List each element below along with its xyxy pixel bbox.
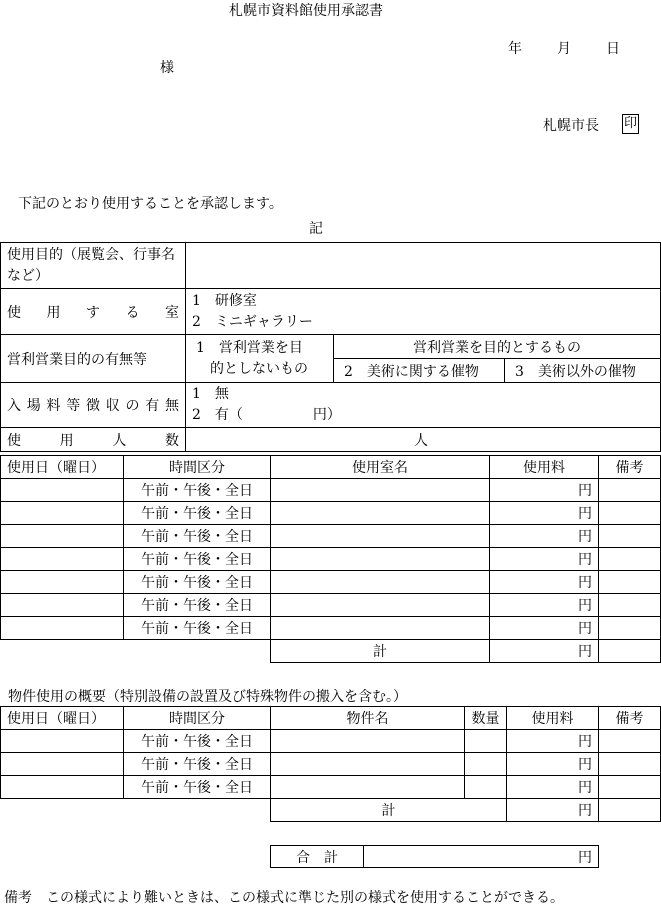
item-notes-cell[interactable] (599, 730, 661, 753)
profit-option-1-line1: 1 営利営業を目 (196, 339, 303, 356)
usage-date-cell[interactable] (1, 502, 124, 525)
item-fee-cell[interactable]: 円 (507, 753, 599, 776)
item-notes-cell[interactable] (599, 753, 661, 776)
usage-time-cell[interactable]: 午前・午後・全日 (124, 502, 271, 525)
item-fee-cell[interactable]: 円 (507, 776, 599, 799)
profit-row-1 (1, 335, 661, 359)
total-value[interactable]: 円 (364, 846, 599, 868)
ki-heading: 記 (309, 221, 323, 237)
item-subtotal-row (1, 799, 661, 822)
table-row (1, 594, 661, 617)
usage-header-room: 使用室名 (271, 456, 490, 479)
usage-notes-cell[interactable] (599, 525, 661, 548)
info-table (0, 242, 661, 452)
profit-option-1-line2: 的としないもの (210, 360, 308, 377)
item-header-notes: 備考 (599, 707, 661, 730)
usage-room-cell[interactable] (271, 502, 490, 525)
users-value[interactable] (186, 428, 661, 452)
item-time-cell[interactable]: 午前・午後・全日 (124, 753, 271, 776)
usage-time-cell[interactable]: 午前・午後・全日 (124, 617, 271, 640)
item-header-time: 時間区分 (124, 707, 271, 730)
date-month-label: 月 (557, 41, 571, 57)
table-row (1, 753, 661, 776)
footer-note: 備考 この様式により難いときは、この様式に準じた別の様式を使用することができる。 (4, 890, 564, 906)
item-name-cell[interactable] (271, 730, 465, 753)
room-option-2[interactable]: 2 ミニギャラリー (192, 313, 313, 330)
total-table (270, 845, 599, 868)
document-title: 札幌市資料館使用承認書 (229, 3, 383, 19)
item-date-cell[interactable] (1, 776, 124, 799)
fee-option-1[interactable]: 1 無 (192, 386, 229, 402)
item-quantity-cell[interactable] (465, 753, 507, 776)
usage-fee-cell[interactable]: 円 (490, 548, 599, 571)
table-row (1, 571, 661, 594)
usage-notes-cell[interactable] (599, 502, 661, 525)
room-row (1, 289, 661, 335)
usage-time-cell[interactable]: 午前・午後・全日 (124, 571, 271, 594)
profit-label: 営利営業目的の有無等 (1, 335, 186, 383)
table-row (1, 525, 661, 548)
fee-options (186, 383, 661, 428)
usage-date-cell[interactable] (1, 594, 124, 617)
item-subtotal-value[interactable]: 円 (507, 799, 599, 822)
usage-room-cell[interactable] (271, 617, 490, 640)
approval-text: 下記のとおり使用することを承認します。 (18, 196, 283, 212)
item-date-cell[interactable] (1, 730, 124, 753)
room-option-1[interactable]: 1 研修室 (192, 292, 257, 309)
profit-header: 営利営業を目的とするもの (334, 335, 661, 359)
item-time-cell[interactable]: 午前・午後・全日 (124, 730, 271, 753)
total-label: 合 計 (271, 846, 364, 868)
usage-header-fee: 使用料 (490, 456, 599, 479)
usage-notes-cell[interactable] (599, 479, 661, 502)
fee-row (1, 383, 661, 428)
usage-notes-cell[interactable] (599, 594, 661, 617)
usage-date-cell[interactable] (1, 479, 124, 502)
table-row (1, 479, 661, 502)
usage-table (0, 455, 661, 663)
table-row (1, 730, 661, 753)
addressee-suffix: 様 (160, 60, 174, 76)
item-subtotal-notes[interactable] (599, 799, 661, 822)
usage-fee-cell[interactable]: 円 (490, 571, 599, 594)
users-row (1, 428, 661, 452)
usage-room-cell[interactable] (271, 525, 490, 548)
usage-room-cell[interactable] (271, 594, 490, 617)
usage-subtotal-row (1, 640, 661, 663)
item-name-cell[interactable] (271, 753, 465, 776)
usage-header-row (1, 456, 661, 479)
usage-notes-cell[interactable] (599, 617, 661, 640)
usage-date-cell[interactable] (1, 525, 124, 548)
fee-option-2[interactable]: 2 有（ 円） (192, 407, 341, 423)
item-name-cell[interactable] (271, 776, 465, 799)
item-quantity-cell[interactable] (465, 776, 507, 799)
usage-subtotal-label: 計 (271, 640, 490, 663)
date-year-label: 年 (508, 41, 522, 57)
usage-date-cell[interactable] (1, 617, 124, 640)
item-notes-cell[interactable] (599, 776, 661, 799)
table-row (1, 776, 661, 799)
usage-time-cell[interactable]: 午前・午後・全日 (124, 479, 271, 502)
usage-notes-cell[interactable] (599, 571, 661, 594)
usage-date-cell[interactable] (1, 548, 124, 571)
item-header-row (1, 707, 661, 730)
usage-time-cell[interactable]: 午前・午後・全日 (124, 525, 271, 548)
item-header-name: 物件名 (271, 707, 465, 730)
usage-fee-cell[interactable]: 円 (490, 525, 599, 548)
usage-subtotal-value[interactable]: 円 (490, 640, 599, 663)
seal-mark: 印 (622, 114, 639, 134)
item-subtotal-label: 計 (271, 799, 507, 822)
usage-room-cell[interactable] (271, 571, 490, 594)
item-table (0, 706, 661, 822)
users-unit: 人 (414, 432, 428, 449)
usage-room-cell[interactable] (271, 479, 490, 502)
item-date-cell[interactable] (1, 753, 124, 776)
date-day-label: 日 (606, 41, 620, 57)
item-time-cell[interactable]: 午前・午後・全日 (124, 776, 271, 799)
table-row (1, 617, 661, 640)
table-row (1, 548, 661, 571)
item-section-title: 物件使用の概要（特別設備の設置及び特殊物件の搬入を含む。） (8, 689, 407, 705)
usage-header-notes: 備考 (599, 456, 661, 479)
item-header-fee: 使用料 (507, 707, 599, 730)
usage-fee-cell[interactable]: 円 (490, 594, 599, 617)
usage-notes-cell[interactable] (599, 548, 661, 571)
item-header-date: 使用日（曜日） (1, 707, 124, 730)
users-label: 使 用 人 数 (1, 428, 186, 452)
profit-option-2[interactable]: 2 美術に関する催物 (334, 359, 505, 383)
purpose-row (1, 243, 661, 289)
purpose-value[interactable] (186, 243, 661, 289)
usage-fee-cell[interactable]: 円 (490, 502, 599, 525)
usage-time-cell[interactable]: 午前・午後・全日 (124, 594, 271, 617)
purpose-label: 使用目的（展覧会、行事名など） (1, 243, 186, 289)
fee-label: 入場料等徴収の有無 (1, 383, 186, 428)
usage-time-cell[interactable]: 午前・午後・全日 (124, 548, 271, 571)
profit-option-1[interactable] (186, 335, 334, 383)
usage-subtotal-notes[interactable] (599, 640, 661, 663)
usage-fee-cell[interactable]: 円 (490, 617, 599, 640)
usage-header-time: 時間区分 (124, 456, 271, 479)
item-quantity-cell[interactable] (465, 730, 507, 753)
usage-fee-cell[interactable]: 円 (490, 479, 599, 502)
item-fee-cell[interactable]: 円 (507, 730, 599, 753)
issuer-name: 札幌市長 (543, 118, 599, 134)
room-label: 使 用 す る 室 (1, 289, 186, 335)
item-header-quantity: 数量 (465, 707, 507, 730)
usage-room-cell[interactable] (271, 548, 490, 571)
usage-date-cell[interactable] (1, 571, 124, 594)
table-row (1, 502, 661, 525)
profit-option-3[interactable]: 3 美術以外の催物 (505, 359, 661, 383)
usage-header-date: 使用日（曜日） (1, 456, 124, 479)
room-options (186, 289, 661, 335)
